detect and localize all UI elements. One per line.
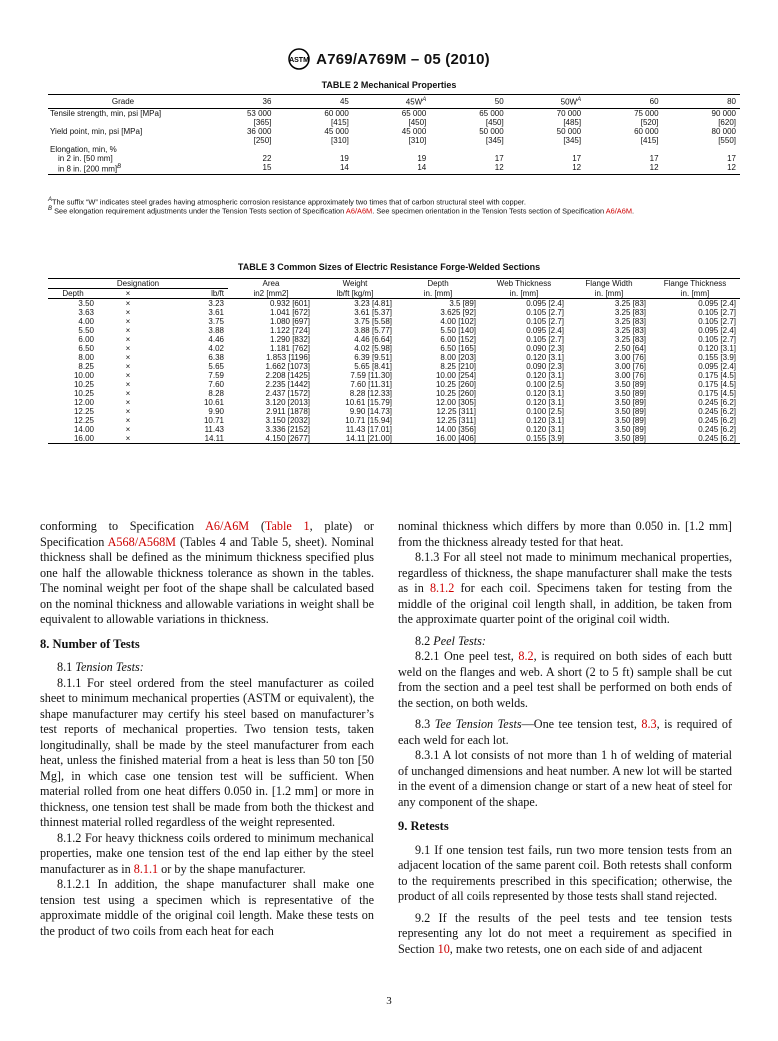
table-cell: [415] bbox=[331, 117, 349, 127]
table-cell: 3.50 [89] bbox=[614, 425, 646, 434]
table-row bbox=[48, 425, 740, 434]
table-cell: 3.50 bbox=[78, 299, 94, 308]
unit-header: lb/ft [kg/m] bbox=[314, 289, 396, 299]
table-cell: 14.00 bbox=[73, 425, 94, 434]
table-cell: 0.120 [3.1] bbox=[526, 371, 564, 380]
table-row bbox=[48, 118, 740, 127]
table-cell: 0.155 [3.9] bbox=[480, 434, 568, 444]
row-label: Yield point, min, psi [MPa] bbox=[50, 126, 143, 136]
table-cell: 15 bbox=[198, 163, 275, 175]
paragraph: 8.1.2.1 In addition, the shape manufacturer shall make one tension test using a specimen which is representative of the approximate middle of the original coil length. Make these tests on the product of two coils from each heat for each bbox=[40, 877, 374, 938]
table-cell: 0.090 [2.3] bbox=[526, 344, 564, 353]
table-row bbox=[48, 145, 740, 154]
table-cell: 3.50 [89] bbox=[614, 389, 646, 398]
table-cell: 80 000 bbox=[711, 126, 736, 136]
table-cell: 4.02 [5.98] bbox=[354, 344, 392, 353]
table-cell: 3.25 [83] bbox=[614, 308, 646, 317]
table-cell: 0.245 [6.2] bbox=[650, 434, 740, 444]
table-cell: 3.88 [5.77] bbox=[354, 326, 392, 335]
right-column bbox=[398, 519, 732, 957]
table-cell: [250] bbox=[253, 135, 272, 145]
table-cell: 3.50 [89] bbox=[614, 407, 646, 416]
table-cell: × bbox=[125, 335, 131, 344]
row-label: in 8 in. [200 mm]$^B$ bbox=[48, 163, 198, 175]
table-row bbox=[48, 344, 740, 353]
table-cell: 6.50 bbox=[78, 344, 94, 353]
table-cell: × bbox=[125, 380, 131, 389]
table-row bbox=[48, 108, 740, 118]
table-cell: 3.5 [89] bbox=[449, 299, 476, 308]
table-cell: 10.25 [260] bbox=[435, 380, 476, 389]
table-cell: 0.095 [2.4] bbox=[698, 362, 736, 371]
table-cell: 10.71 bbox=[203, 416, 224, 425]
table-cell: × bbox=[125, 317, 131, 326]
table-cell: 3.00 [76] bbox=[614, 353, 646, 362]
table-cell: 3.00 [76] bbox=[614, 362, 646, 371]
sections-table bbox=[48, 278, 740, 444]
table-cell: 3.50 [89] bbox=[614, 398, 646, 407]
mechanical-properties-table bbox=[48, 94, 740, 175]
spec-link[interactable]: A6/A6M bbox=[205, 519, 250, 533]
row-label: Elongation, min, % bbox=[50, 144, 117, 154]
table-cell: × bbox=[125, 416, 131, 425]
table-cell: 65 000 bbox=[401, 108, 427, 118]
table-cell: × bbox=[125, 389, 131, 398]
paragraph: 8.2 Peel Tests: bbox=[415, 633, 486, 648]
table-cell: 7.60 bbox=[208, 380, 224, 389]
table-row bbox=[48, 380, 740, 389]
col-header: Weight bbox=[314, 279, 396, 289]
table-cell: 12.25 bbox=[73, 407, 94, 416]
table-cell: 8.00 bbox=[78, 353, 94, 362]
table-cell: 0.245 [6.2] bbox=[698, 416, 736, 425]
table-row bbox=[48, 371, 740, 380]
table-cell: [485] bbox=[563, 117, 582, 127]
col-header: Flange Width bbox=[568, 279, 650, 289]
unit-header: in. [mm] bbox=[568, 289, 650, 299]
table-cell: 1.122 [724] bbox=[269, 326, 310, 335]
table-cell bbox=[353, 145, 430, 154]
table-cell: 2.437 [1572] bbox=[265, 389, 310, 398]
paragraph: 8.3 Tee Tension Tests—One tee tension test, 8.3, is required of each weld for each lot. bbox=[398, 717, 733, 747]
table-cell: 19 bbox=[417, 153, 427, 163]
table-cell: 10.25 bbox=[73, 389, 94, 398]
table-row bbox=[48, 326, 740, 335]
table-cell: 16.00 bbox=[48, 434, 98, 444]
table-cell: 8.00 [203] bbox=[440, 353, 476, 362]
table-cell: 8.25 [210] bbox=[440, 362, 476, 371]
col-header: 36 bbox=[198, 95, 275, 109]
table-cell: 90 000 bbox=[711, 108, 736, 118]
table-cell: 3.25 [83] bbox=[614, 299, 646, 308]
spec-link[interactable]: A6/A6M bbox=[605, 206, 633, 216]
table-cell: 0.120 [3.1] bbox=[698, 344, 736, 353]
table-cell: [345] bbox=[485, 135, 504, 145]
col-header: $50W^A$ bbox=[508, 95, 585, 109]
table-cell bbox=[585, 145, 662, 154]
table-row bbox=[48, 389, 740, 398]
table-cell: 16.00 [406] bbox=[396, 434, 480, 444]
table-cell: 0.100 [2.5] bbox=[526, 407, 564, 416]
table-row bbox=[48, 398, 740, 407]
table-cell: × bbox=[125, 326, 131, 335]
table-cell: 45 000 bbox=[401, 126, 427, 136]
table-cell: 0.120 [3.1] bbox=[526, 416, 564, 425]
table-cell: 4.46 [6.64] bbox=[354, 335, 392, 344]
table-cell: 3.120 [2013] bbox=[265, 398, 310, 407]
table-cell: 6.39 [9.51] bbox=[354, 353, 392, 362]
table-cell: 3.25 [83] bbox=[614, 317, 646, 326]
table-cell: [365] bbox=[253, 117, 272, 127]
table-cell: 6.38 bbox=[208, 353, 224, 362]
table-cell: 1.041 [672] bbox=[269, 308, 310, 317]
table-row bbox=[48, 163, 740, 175]
paragraph: 8.2.1 One peel test, 8.2, is required on both sides of each butt weld on the flanges and web. A short (2 to 5 ft) sample shall be cut from the section and a peel test shall be performed on both ends of the section, on both welds. bbox=[398, 649, 732, 710]
designation-header: Designation bbox=[48, 279, 228, 289]
table-cell: 0.245 [6.2] bbox=[698, 425, 736, 434]
table-cell: 0.105 [2.7] bbox=[526, 308, 564, 317]
table-cell: 22 bbox=[262, 153, 272, 163]
table-cell bbox=[508, 145, 585, 154]
table-cell: 4.00 bbox=[78, 317, 94, 326]
table-cell: 7.59 [11.30] bbox=[350, 371, 392, 380]
spec-link[interactable]: A6/A6M bbox=[345, 206, 373, 216]
table-cell: [450] bbox=[408, 117, 427, 127]
table-cell: 0.175 [4.5] bbox=[698, 389, 736, 398]
table-cell: 7.60 [11.31] bbox=[350, 380, 392, 389]
table-cell: 3.25 [83] bbox=[614, 326, 646, 335]
astm-logo-icon bbox=[288, 48, 310, 70]
table-cell: 36 000 bbox=[246, 126, 272, 136]
col-header: Area bbox=[228, 279, 314, 289]
table-cell: 10.00 bbox=[73, 371, 94, 380]
table-cell: 2.50 [64] bbox=[614, 344, 646, 353]
table-row bbox=[48, 362, 740, 371]
table-cell: 3.150 [2032] bbox=[265, 416, 310, 425]
table-cell: 0.175 [4.5] bbox=[698, 371, 736, 380]
table-cell: 3.00 [76] bbox=[614, 371, 646, 380]
table-cell: 0.105 [2.7] bbox=[526, 335, 564, 344]
row-label bbox=[48, 118, 198, 127]
col-header: 45 bbox=[275, 95, 352, 109]
unit-header: in. [mm] bbox=[480, 289, 568, 299]
table-row bbox=[48, 407, 740, 416]
table-cell: 0.245 [6.2] bbox=[698, 407, 736, 416]
table-cell: 7.59 bbox=[208, 371, 224, 380]
table-cell: [310] bbox=[408, 135, 427, 145]
table-cell: 1.853 [1196] bbox=[266, 353, 310, 362]
table-cell: 10.00 [254] bbox=[435, 371, 476, 380]
table-cell: 0.095 [2.4] bbox=[698, 299, 736, 308]
table-cell: 10.61 [15.79] bbox=[345, 398, 392, 407]
table-cell: 0.105 [2.7] bbox=[698, 335, 736, 344]
table-cell: 5.65 [8.41] bbox=[354, 362, 392, 371]
table-cell: 65 000 bbox=[479, 108, 504, 118]
table-cell: 4.00 [102] bbox=[440, 317, 476, 326]
row-label: Tensile strength, min, psi [MPa] bbox=[50, 108, 162, 118]
table-cell: 10.61 bbox=[203, 398, 224, 407]
col-header: 50 bbox=[430, 95, 507, 109]
table-cell: [620] bbox=[718, 117, 736, 127]
table-cell: 3.88 bbox=[208, 326, 224, 335]
table-row bbox=[48, 434, 740, 444]
table-cell: 14.11 [21.00] bbox=[314, 434, 396, 444]
table-cell: 0.100 [2.5] bbox=[526, 380, 564, 389]
paragraph: nominal thickness which differs by more than 0.050 in. [1.2 mm] from the thickness already tested for that heat. bbox=[398, 519, 732, 549]
left-column bbox=[40, 519, 374, 939]
section-link[interactable]: 8.1.1 bbox=[133, 861, 159, 876]
table-cell: 14.00 [356] bbox=[435, 425, 476, 434]
table-row bbox=[48, 154, 740, 163]
table-cell: 8.28 [12.33] bbox=[349, 389, 392, 398]
table-cell: 1.662 [1073] bbox=[265, 362, 310, 371]
table-cell: 3.50 [89] bbox=[568, 434, 650, 444]
table-cell: 3.50 [89] bbox=[614, 380, 646, 389]
table-cell: 6.00 bbox=[78, 335, 94, 344]
table-cell: 4.02 bbox=[208, 344, 224, 353]
table-cell: 0.105 [2.7] bbox=[698, 317, 736, 326]
spec-link[interactable]: A568/A568M bbox=[107, 534, 177, 549]
table-cell: 0.095 [2.4] bbox=[526, 326, 564, 335]
table-cell: 0.090 [2.3] bbox=[526, 362, 564, 371]
table-cell: 8.28 bbox=[208, 389, 224, 398]
table-cell: 9.90 bbox=[208, 407, 224, 416]
table-cell: × bbox=[125, 398, 131, 407]
table-cell: 12 bbox=[430, 163, 507, 175]
svg-text:ASTM: ASTM bbox=[289, 57, 310, 64]
table-cell: 12.25 [311] bbox=[436, 416, 476, 425]
table-cell: × bbox=[125, 344, 131, 353]
table-cell: 5.50 [140] bbox=[440, 326, 476, 335]
table-cell: 0.155 [3.9] bbox=[698, 353, 736, 362]
table-link[interactable]: Table 1 bbox=[264, 519, 310, 533]
table-cell: 17 bbox=[727, 153, 736, 163]
table2-footnote-b: $^B$ See elongation requirement adjustments under the Tension Tests section of Specification A6/A6M. See specimen orientation in the Tension Tests section of Specification A6/A6M. bbox=[48, 206, 635, 216]
col-header: Web Thickness bbox=[480, 279, 568, 289]
table-cell: 1.290 [832] bbox=[269, 335, 310, 344]
table-cell: 0.095 [2.4] bbox=[526, 299, 564, 308]
table-cell: 0.105 [2.7] bbox=[526, 317, 564, 326]
table-cell: 60 000 bbox=[324, 108, 349, 118]
table-cell: 0.095 [2.4] bbox=[698, 326, 736, 335]
table-cell: 11.43 bbox=[204, 425, 224, 434]
table-cell: 0.245 [6.2] bbox=[698, 398, 736, 407]
table-cell: 1.080 [697] bbox=[269, 317, 310, 326]
table-cell: × bbox=[125, 362, 131, 371]
table-cell: × bbox=[125, 425, 131, 434]
table-cell: 1.181 [762] bbox=[269, 344, 310, 353]
paragraph: 9.1 If one tension test fails, run two more tension tests from an adjacent location of the same parent coil. Both retests shall conform to the requirements prescribed in this specification; otherwise, the product of all coils represented by those tests shall stand rejected. bbox=[398, 842, 732, 903]
paragraph: 8.1 Tension Tests: bbox=[57, 660, 144, 674]
table-cell: × bbox=[125, 308, 131, 317]
table-cell: × bbox=[125, 371, 131, 380]
row-label bbox=[48, 136, 198, 145]
table-cell: 4.150 [2677] bbox=[228, 434, 314, 444]
table-row bbox=[48, 308, 740, 317]
table-cell: 0.120 [3.1] bbox=[526, 389, 564, 398]
table-row bbox=[48, 299, 740, 309]
table-cell: 75 000 bbox=[634, 108, 659, 118]
paragraph: 8.1.1 For steel ordered from the steel manufacturer as coiled sheet to minimum mechanical properties (ASTM or equivalent), the shape manufacturer may certify his steel based on manufacturer’s test reports of mechanical properties. Two tension tests, taken longitudinally, shall be made by the steel manufacturer from each heat, unless the finished material from a heat is less than 50 ton [50 Mg], in which case one tension test will be sufficient. When material rolled from one heat differs 0.050 in. [1.2 mm] or more in thickness, one tension test shall be made from both the thickest and thinnest material rolled regardless of the weight represented. bbox=[40, 675, 374, 829]
unit-header: × bbox=[98, 289, 158, 299]
table-cell bbox=[663, 145, 740, 154]
col-header: 80 bbox=[663, 95, 740, 109]
unit-header: Depth bbox=[48, 289, 98, 299]
table-cell: 3.23 bbox=[208, 299, 224, 308]
col-header: Grade bbox=[48, 95, 198, 109]
table2-footnote-a: $^A$The suffix “W” indicates steel grades having atmospheric corrosion resistance approximately two times that of carbon structural steel with copper. bbox=[48, 197, 526, 207]
table-cell bbox=[198, 145, 275, 154]
paragraph: conforming to Specification A6/A6M (Table 1, plate) or Specification A568/A568M (Tables 4 and Table 5, sheet). Nominal thickness shall be defined as the minimum thickness specified plus one half the allowable thickness tolerance as shown in the tables. The nominal weight per foot of the shape shall be calculated based on the nominal thickness and allowable variations in weight shall be equivalent to allowable variations in thickness. bbox=[40, 519, 374, 626]
table-cell: 12 bbox=[663, 163, 740, 175]
table-cell: 0.120 [3.1] bbox=[526, 398, 564, 407]
table-cell: 12.00 [305] bbox=[435, 398, 476, 407]
table-cell: 17 bbox=[649, 153, 659, 163]
section-link[interactable]: 8.1.2 bbox=[429, 581, 455, 595]
table-cell: 12 bbox=[508, 163, 585, 175]
table-cell: 3.61 bbox=[208, 308, 224, 317]
unit-header: in. [mm] bbox=[650, 289, 740, 299]
paragraph: 9.2 If the results of the peel tests and tee tension tests representing any lot do not meet a requirement as specified in Section 10, make two retests, one on each side of and adjacent bbox=[398, 910, 732, 956]
table-cell: 3.50 [89] bbox=[614, 416, 646, 425]
table-row bbox=[48, 317, 740, 326]
table-cell: 3.25 [83] bbox=[614, 335, 646, 344]
table-cell: 0.175 [4.5] bbox=[698, 380, 736, 389]
table-cell: 3.63 bbox=[78, 308, 94, 317]
table-cell: 50 000 bbox=[556, 126, 582, 136]
table-cell: 14.11 bbox=[158, 434, 228, 444]
table-cell: 3.336 [2152] bbox=[265, 425, 310, 434]
table-cell: 53 000 bbox=[246, 108, 272, 118]
table-cell: 5.65 bbox=[208, 362, 224, 371]
table-cell: 3.61 [5.37] bbox=[354, 308, 392, 317]
section-link[interactable]: 10 bbox=[437, 941, 450, 956]
table-row bbox=[48, 127, 740, 136]
table-cell: 60 000 bbox=[634, 126, 659, 136]
table-cell: 14 bbox=[353, 163, 430, 175]
table-row bbox=[48, 416, 740, 425]
col-header: Depth bbox=[396, 279, 480, 289]
table-cell: 10.25 [260] bbox=[435, 389, 476, 398]
table-cell: [520] bbox=[640, 117, 659, 127]
paragraph: 8.1.3 For all steel not made to minimum mechanical properties, regardless of thickness, the shape manufacturer shall make the tests as in 8.1.2 for each coil. Specimens taken for testing from the middle of the original coil length shall, in addition, be taken from the approximate quarter point of the original coil width. bbox=[398, 550, 732, 626]
table-cell: 19 bbox=[339, 153, 349, 163]
table-cell: 3.23 [4.81] bbox=[354, 299, 392, 308]
table-cell: 9.90 [14.73] bbox=[349, 407, 392, 416]
table-cell: 50 000 bbox=[479, 126, 504, 136]
table-cell: 0.120 [3.1] bbox=[526, 425, 564, 434]
table-cell: [345] bbox=[563, 135, 582, 145]
table-cell: [450] bbox=[485, 117, 504, 127]
table-cell: 10.25 bbox=[73, 380, 94, 389]
row-label: in 2 in. [50 mm] bbox=[58, 153, 113, 163]
table-cell bbox=[430, 145, 507, 154]
table-cell: 3.75 [5.58] bbox=[354, 317, 392, 326]
standard-designation: A769/A769M – 05 (2010) bbox=[316, 50, 490, 68]
col-header: $45W^A$ bbox=[353, 95, 430, 109]
table3-caption: TABLE 3 Common Sizes of Electric Resistance Forge-Welded Sections bbox=[237, 262, 541, 272]
table-cell: 10.71 [15.94] bbox=[345, 416, 392, 425]
table-cell: 14 bbox=[275, 163, 352, 175]
table-cell: [310] bbox=[331, 135, 349, 145]
table-cell: 4.46 bbox=[208, 335, 224, 344]
table-cell: 0.932 [601] bbox=[269, 299, 310, 308]
table-cell: [550] bbox=[718, 135, 736, 145]
table-cell: 2.911 [1878] bbox=[266, 407, 310, 416]
table-cell: × bbox=[125, 353, 131, 362]
table-cell bbox=[275, 145, 352, 154]
table-cell: 12 bbox=[585, 163, 662, 175]
table-cell: 12.25 bbox=[73, 416, 94, 425]
table-row bbox=[48, 136, 740, 145]
table2-caption: TABLE 2 Mechanical Properties bbox=[321, 80, 457, 90]
table-cell: 70 000 bbox=[556, 108, 582, 118]
table-cell: 17 bbox=[572, 153, 582, 163]
table-cell: 0.105 [2.7] bbox=[698, 308, 736, 317]
table-cell: 12.00 bbox=[73, 398, 94, 407]
table-cell: × bbox=[125, 299, 131, 308]
col-header: 60 bbox=[585, 95, 662, 109]
table-cell: 11.43 [17.01] bbox=[345, 425, 392, 434]
table-cell: 6.50 [165] bbox=[440, 344, 476, 353]
unit-header: in2 [mm2] bbox=[228, 289, 314, 299]
table-cell: 2.235 [1442] bbox=[265, 380, 310, 389]
table-cell: × bbox=[125, 407, 131, 416]
table-row bbox=[48, 335, 740, 344]
table-cell: 45 000 bbox=[324, 126, 349, 136]
table-cell: 17 bbox=[494, 153, 504, 163]
unit-header: lb/ft bbox=[158, 289, 228, 299]
unit-header: in. [mm] bbox=[396, 289, 480, 299]
paragraph: 8.1.2 For heavy thickness coils ordered to minimum mechanical properties, make one tension test of the end lap either by the steel manufacturer as in 8.1.1 or by the shape manufacturer. bbox=[40, 830, 374, 876]
page-number: 3 bbox=[386, 995, 392, 1007]
table-cell: 5.50 bbox=[78, 326, 94, 335]
table-cell: 2.208 [1425] bbox=[265, 371, 310, 380]
table-row bbox=[48, 353, 740, 362]
table-cell: 12.25 [311] bbox=[436, 407, 476, 416]
table-cell: × bbox=[98, 434, 158, 444]
section-heading-8: 8. Number of Tests bbox=[40, 636, 140, 651]
section-heading-9: 9. Retests bbox=[398, 819, 449, 833]
section-link[interactable]: 8.3 bbox=[641, 717, 657, 731]
table-cell: 3.625 [92] bbox=[440, 308, 476, 317]
col-header: Flange Thickness bbox=[650, 279, 740, 289]
section-link[interactable]: 8.2 bbox=[518, 649, 534, 663]
page-header bbox=[0, 48, 778, 70]
table-cell: 0.120 [3.1] bbox=[526, 353, 564, 362]
table-cell: 6.00 [152] bbox=[440, 335, 476, 344]
table-cell: 3.75 bbox=[208, 317, 224, 326]
table-cell: [415] bbox=[640, 135, 659, 145]
paragraph: 8.3.1 A lot consists of not more than 1 h of welding of material of unchanged dimensions and heat number. A new lot will be started in the event of a dimension change or start of a new heat of steel for any component of the shape. bbox=[398, 748, 732, 809]
table-cell: 8.25 bbox=[78, 362, 94, 371]
